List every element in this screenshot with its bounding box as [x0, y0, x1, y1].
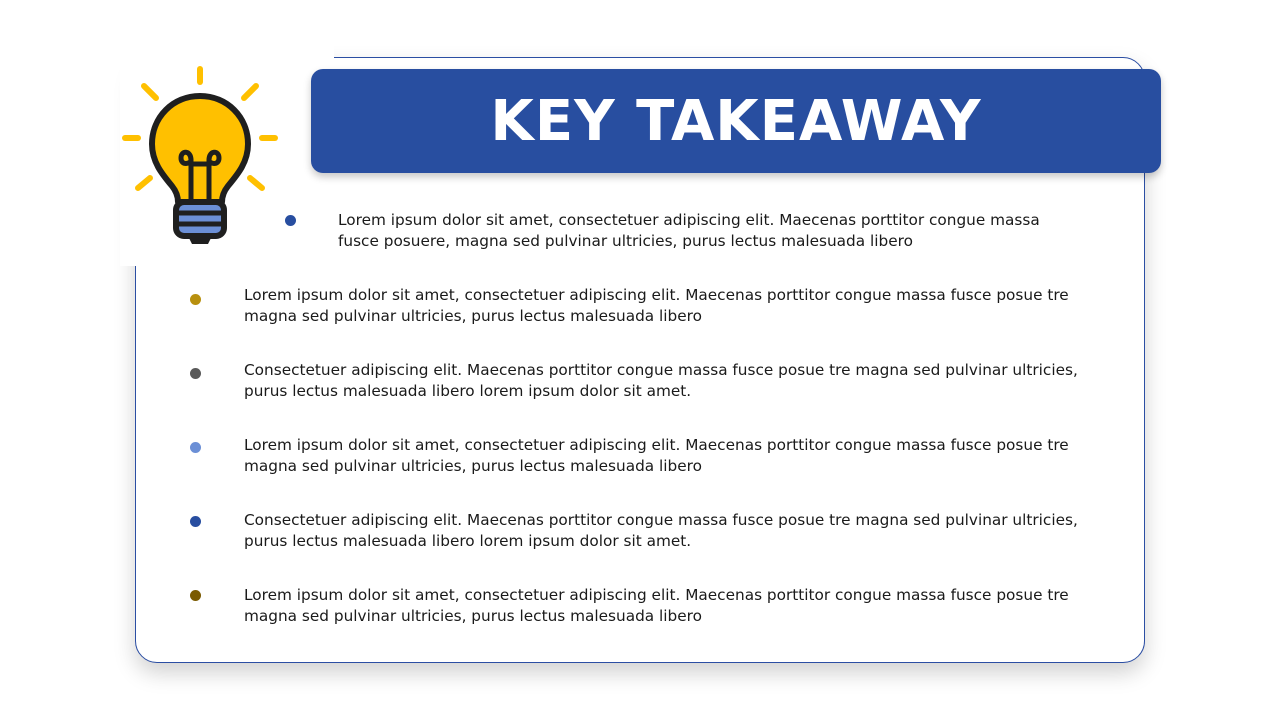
header-banner: [311, 69, 1161, 173]
list-item-text: Consectetuer adipiscing elit. Maecenas porttitor congue massa fusce posue tre magna sed pulvinar ultricies, purus lectus malesuada libero lorem ipsum dolor sit amet.: [244, 361, 1078, 400]
list-item-text: Lorem ipsum dolor sit amet, consectetuer adipiscing elit. Maecenas porttitor congue massa fusce posue tre magna sed pulvinar ultricies, purus lectus malesuada libero: [244, 286, 1069, 325]
list-item-text: Lorem ipsum dolor sit amet, consectetuer adipiscing elit. Maecenas porttitor congue massa fusce posuere, magna sed pulvinar ultricies, purus lectus malesuada libero: [338, 211, 1040, 250]
list-item-text: Consectetuer adipiscing elit. Maecenas porttitor congue massa fusce posue tre magna sed pulvinar ultricies, purus lectus malesuada libero lorem ipsum dolor sit amet.: [244, 511, 1078, 550]
list-item-text: Lorem ipsum dolor sit amet, consectetuer adipiscing elit. Maecenas porttitor congue massa fusce posue tre magna sed pulvinar ultricies, purus lectus malesuada libero: [244, 586, 1069, 625]
page-title: KEY TAKEAWAY: [490, 89, 982, 154]
list-item-text: Lorem ipsum dolor sit amet, consectetuer adipiscing elit. Maecenas porttitor congue massa fusce posue tre magna sed pulvinar ultricies, purus lectus malesuada libero: [244, 436, 1069, 475]
bullet-dot: [190, 516, 201, 527]
bullet-dot: [190, 368, 201, 379]
bullet-dot: [190, 442, 201, 453]
bullet-dot: [190, 590, 201, 601]
bullet-dot: [190, 294, 201, 305]
lightbulb-icon: [120, 64, 280, 246]
bullet-dot: [285, 215, 296, 226]
